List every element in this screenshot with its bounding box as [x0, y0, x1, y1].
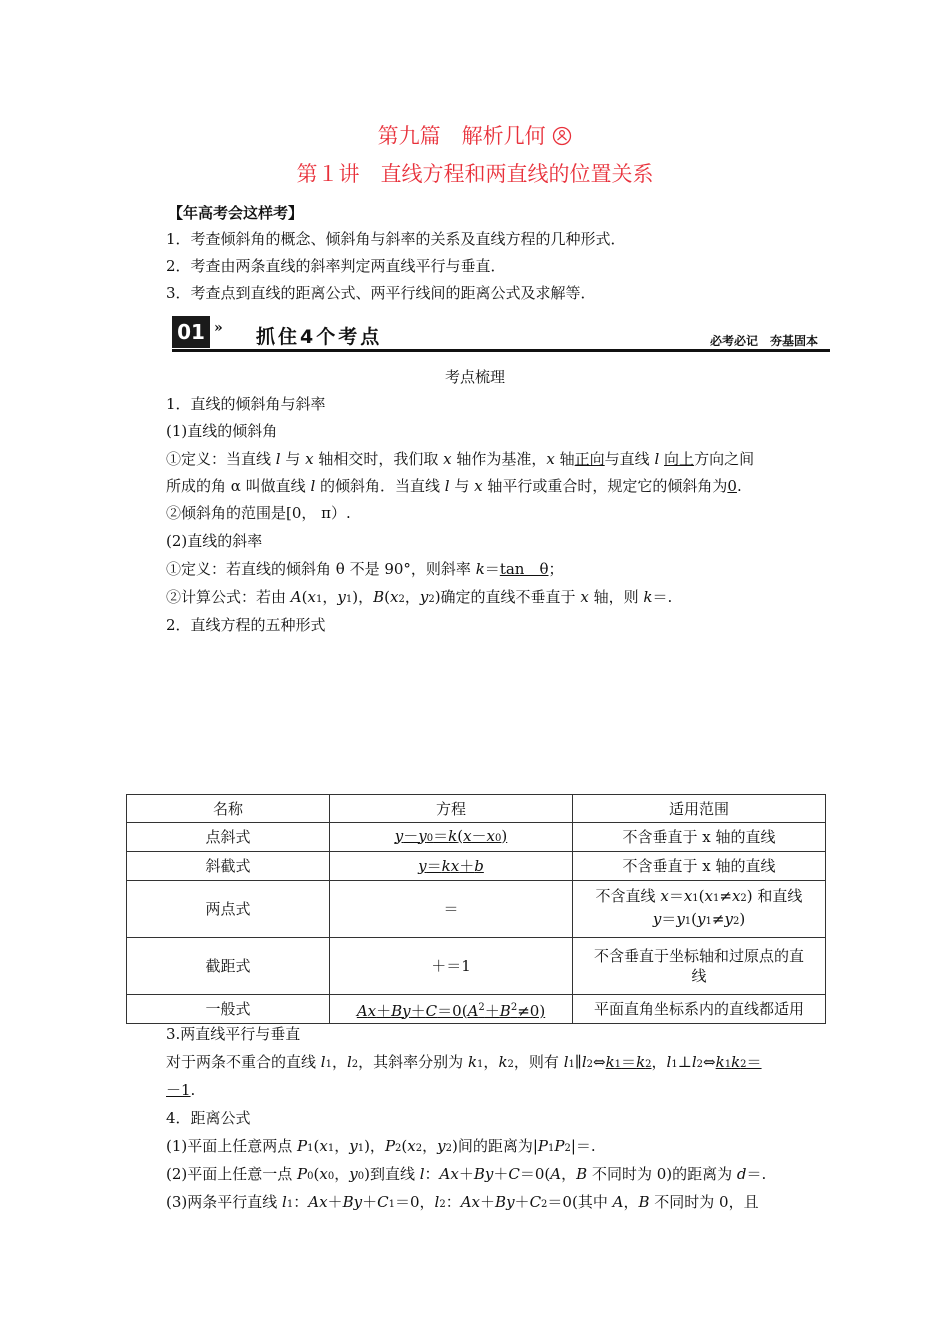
- table-cell-name: 斜截式: [127, 852, 330, 881]
- table-cell-equation: y－y0＝k(x－x0): [330, 823, 573, 852]
- table-cell-scope: 不含直线 x＝x1(x1≠x2) 和直线 y＝y1(y1≠y2): [573, 881, 826, 938]
- table-cell-scope: 平面直角坐标系内的直线都适用: [573, 995, 826, 1024]
- s1-range: ②倾斜角的范围是[0， π）.: [166, 504, 351, 522]
- s4-distance-two-points: (1)平面上任意两点 P1(x1，y1)，P2(x2，y2)间的距离为|P1P2|＝.: [166, 1137, 596, 1155]
- exam-item-1: 1．考查倾斜角的概念、倾斜角与斜率的关系及直线方程的几种形式．: [166, 230, 626, 248]
- s1-slope-formula: ②计算公式：若由 A(x1，y1)，B(x2，y2)确定的直线不垂直于 x 轴，则 k＝.: [166, 588, 673, 606]
- exam-item-3: 3．考查点到直线的距离公式、两平行线间的距离公式及求解等．: [166, 284, 596, 302]
- section-title: 考点梳理: [444, 368, 505, 386]
- table-header-cell: 名称: [127, 795, 330, 823]
- table-header-cell: 方程: [330, 795, 573, 823]
- table-cell-scope: 不含垂直于坐标轴和过原点的直 线: [573, 938, 826, 995]
- table-cell-equation: $Ax+By+C=0(A^2+B^2\ne 0)$: [330, 995, 573, 1024]
- table-row: [127, 881, 826, 938]
- table-cell-equation: ＝: [330, 881, 573, 938]
- banner-motto: 必考必记 夯基固本: [709, 334, 818, 348]
- lecture-title: 第１讲 直线方程和两直线的位置关系: [296, 162, 654, 186]
- table-row: [127, 823, 826, 852]
- s4-distance-point-line: (2)平面上任意一点 P0(x0，y0)到直线 l：Ax＋By＋C＝0(A，B 不同时为 0)的距离为 d＝.: [166, 1165, 767, 1183]
- table-cell-equation: ＋＝1: [330, 938, 573, 995]
- table-cell-name: 一般式: [127, 995, 330, 1024]
- banner-title: 抓住4个考点: [256, 326, 383, 348]
- s2-heading: 2．直线方程的五种形式: [166, 616, 326, 634]
- table-cell-scope: 不含垂直于 x 轴的直线: [573, 852, 826, 881]
- table-cell-name: 两点式: [127, 881, 330, 938]
- table-header-row: [127, 795, 826, 823]
- part-title: 第九篇 解析几何: [0, 120, 950, 150]
- line-equation-table: [126, 794, 826, 1024]
- section-banner: [172, 316, 830, 352]
- table-cell-name: 截距式: [127, 938, 330, 995]
- chevron-icon: »: [214, 320, 223, 336]
- s1-definition-line2: 所成的角 α 叫做直线 l 的倾斜角．当直线 l 与 x 轴平行或重合时，规定它的倾斜角为0.: [166, 477, 742, 495]
- table-row: [127, 995, 826, 1024]
- section-number-badge: 01: [172, 316, 210, 348]
- s1-heading: 1．直线的倾斜角与斜率: [166, 395, 326, 413]
- table-header-cell: 适用范围: [573, 795, 826, 823]
- exam-heading: 【年高考会这样考】: [168, 204, 304, 222]
- table-cell-name: 点斜式: [127, 823, 330, 852]
- document-badge-icon: [552, 126, 572, 146]
- table-row: [127, 852, 826, 881]
- s1-sub2: (2)直线的斜率: [166, 532, 263, 550]
- exam-item-2: 2．考查由两条直线的斜率判定两直线平行与垂直．: [166, 257, 506, 275]
- s1-slope-definition: ①定义：若直线的倾斜角 θ 不是 90°，则斜率 k＝tan θ；: [166, 560, 564, 578]
- table-row: [127, 938, 826, 995]
- s3-condition-line2: －1.: [166, 1081, 196, 1099]
- s3-condition-line1: 对于两条不重合的直线 l1，l2，其斜率分别为 k1，k2，则有 l1∥l2⇔k1＝k2，l1⊥l2⇔k1k2＝: [166, 1053, 762, 1071]
- banner-underline: [172, 349, 830, 352]
- s3-heading: 3.两直线平行与垂直: [166, 1025, 301, 1043]
- table-cell-scope: 不含垂直于 x 轴的直线: [573, 823, 826, 852]
- table-cell-equation: y＝kx＋b: [330, 852, 573, 881]
- s4-distance-parallel-lines: (3)两条平行直线 l1：Ax＋By＋C1＝0，l2：Ax＋By＋C2＝0(其中 A，B 不同时为 0，且: [166, 1193, 759, 1211]
- s1-sub1: (1)直线的倾斜角: [166, 422, 278, 440]
- s1-definition-line1: ①定义：当直线 l 与 x 轴相交时，我们取 x 轴作为基准，x 轴正向与直线 l 向上方向之间: [166, 450, 755, 468]
- s4-heading: 4．距离公式: [166, 1109, 251, 1127]
